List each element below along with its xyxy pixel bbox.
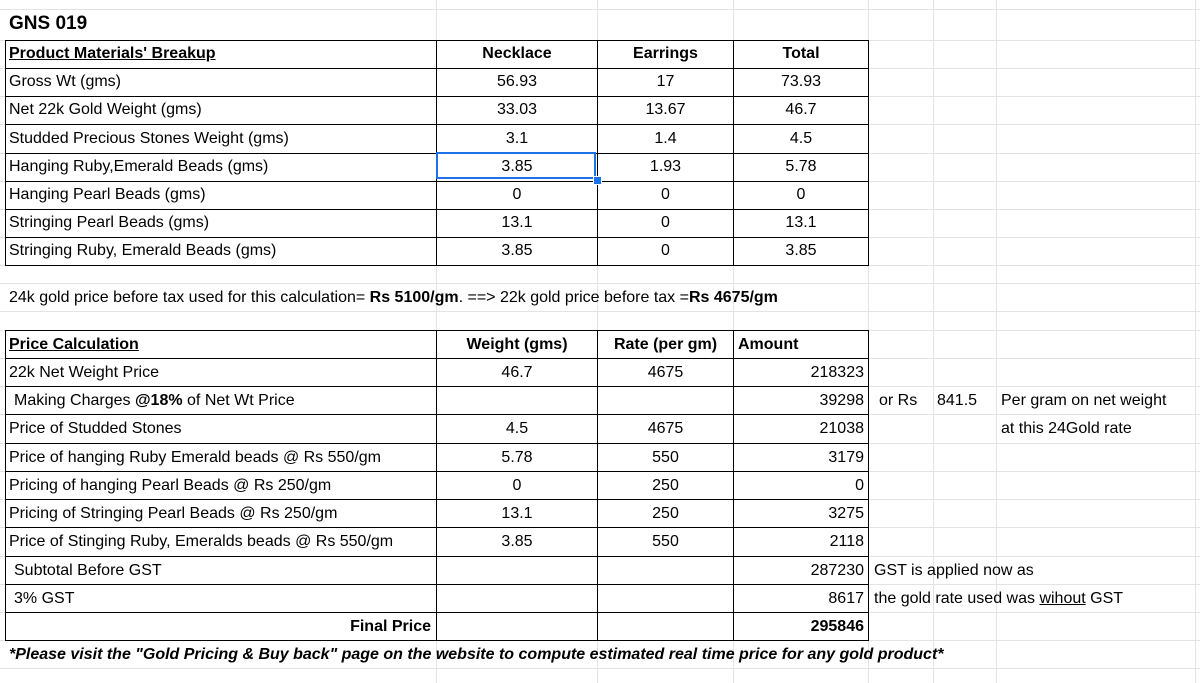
materials-row-label[interactable]: Hanging Pearl Beads (gms) <box>9 186 206 203</box>
gold-price-note[interactable] <box>9 284 889 312</box>
price-weight-value[interactable]: 13.1 <box>501 505 533 522</box>
gold-rate-note[interactable]: at this 24Gold rate <box>1001 420 1132 437</box>
materials-header-earrings[interactable]: Earrings <box>633 45 698 62</box>
making-prefix: Making Charges <box>14 392 135 409</box>
price-weight-value[interactable]: 0 <box>512 477 522 494</box>
making-percent: @18% <box>134 392 183 409</box>
materials-earrings-value[interactable]: 0 <box>661 214 670 231</box>
materials-header-total[interactable]: Total <box>782 45 820 62</box>
materials-row-label[interactable]: Stringing Ruby, Emerald Beads (gms) <box>9 242 277 259</box>
table-border <box>868 330 869 641</box>
materials-total-value[interactable]: 4.5 <box>789 130 813 147</box>
table-border <box>5 265 869 266</box>
gold-price-22k: Rs 4675/gm <box>688 289 778 306</box>
price-rate-value[interactable]: 4675 <box>647 364 684 381</box>
page-title[interactable]: GNS 019 <box>9 13 88 34</box>
price-amount-value[interactable]: 2118 <box>829 533 864 550</box>
materials-earrings-value[interactable]: 1.93 <box>649 158 682 175</box>
materials-total-value[interactable]: 73.93 <box>780 73 822 90</box>
materials-earrings-value[interactable]: 13.67 <box>645 101 686 118</box>
gst-note-line2[interactable] <box>874 585 1194 613</box>
table-border <box>5 330 6 641</box>
price-rate-value[interactable]: 550 <box>652 533 679 550</box>
materials-earrings-value[interactable]: 17 <box>656 73 675 90</box>
materials-row-label[interactable]: Studded Precious Stones Weight (gms) <box>9 130 289 147</box>
per-gram-note[interactable]: Per gram on net weight <box>1001 392 1167 409</box>
table-border <box>868 40 869 266</box>
materials-necklace-value[interactable]: 3.1 <box>505 130 529 147</box>
materials-row-label[interactable]: Stringing Pearl Beads (gms) <box>9 214 210 231</box>
price-weight-value[interactable]: 4.5 <box>505 420 529 437</box>
gst-amount[interactable]: 8617 <box>828 590 864 607</box>
materials-earrings-value[interactable]: 0 <box>661 242 670 259</box>
price-row-label[interactable]: Price of Stinging Ruby, Emeralds beads @ Rs 550/gm <box>9 533 394 550</box>
price-rate-value[interactable]: 4675 <box>647 420 684 437</box>
final-price-label[interactable]: Final Price <box>350 618 431 635</box>
footnote[interactable]: *Please visit the "Gold Pricing & Buy back" page on the website to compute estimated real time price for any gold product* <box>9 646 944 663</box>
price-header-weight[interactable]: Weight (gms) <box>466 336 568 353</box>
price-header-label[interactable]: Price Calculation <box>9 336 139 353</box>
materials-necklace-value[interactable]: 13.1 <box>501 214 533 231</box>
price-weight-value[interactable]: 46.7 <box>501 364 533 381</box>
price-row-label[interactable]: 22k Net Weight Price <box>9 364 159 381</box>
price-amount-value[interactable]: 0 <box>855 477 864 494</box>
gridline <box>1195 0 1196 683</box>
materials-header-necklace[interactable]: Necklace <box>482 45 552 62</box>
price-row-label[interactable]: Price of hanging Ruby Emerald beads @ Rs 550/gm <box>9 449 381 466</box>
gst-label[interactable]: 3% GST <box>14 590 75 607</box>
gst-note-underlined: wihout <box>1039 590 1086 607</box>
or-rs-label[interactable]: or Rs <box>879 392 918 409</box>
materials-row-label[interactable]: Hanging Ruby,Emerald Beads (gms) <box>9 158 269 175</box>
price-header-amount[interactable]: Amount <box>738 336 799 353</box>
gst-note-line1[interactable]: GST is applied now as <box>874 562 1034 579</box>
table-border <box>5 40 6 266</box>
per-gram-value[interactable]: 841.5 <box>937 392 978 409</box>
price-rate-value[interactable]: 550 <box>652 449 679 466</box>
price-rate-value[interactable]: 250 <box>652 505 679 522</box>
gold-price-24k: Rs 5100/gm <box>369 289 459 306</box>
materials-row-label[interactable]: Gross Wt (gms) <box>9 73 121 90</box>
subtotal-label[interactable]: Subtotal Before GST <box>14 562 162 579</box>
materials-total-value[interactable]: 0 <box>796 186 806 203</box>
materials-earrings-value[interactable]: 1.4 <box>654 130 677 147</box>
materials-necklace-value-selected[interactable]: 3.85 <box>501 158 533 175</box>
gst-note-text: the gold rate used was <box>874 590 1040 607</box>
materials-earrings-value[interactable]: 0 <box>661 186 670 203</box>
materials-necklace-value[interactable]: 33.03 <box>496 101 538 118</box>
materials-total-value[interactable]: 46.7 <box>785 101 817 118</box>
final-price-amount[interactable]: 295846 <box>810 618 864 635</box>
materials-total-value[interactable]: 5.78 <box>785 158 817 175</box>
subtotal-amount[interactable]: 287230 <box>810 562 864 579</box>
price-weight-value[interactable]: 3.85 <box>501 533 533 550</box>
making-suffix: of Net Wt Price <box>182 392 295 409</box>
materials-header-label[interactable]: Product Materials' Breakup <box>9 45 216 62</box>
price-row-label[interactable]: Pricing of Stringing Pearl Beads @ Rs 250/gm <box>9 505 338 522</box>
materials-total-value[interactable]: 13.1 <box>785 214 817 231</box>
materials-row-label[interactable]: Net 22k Gold Weight (gms) <box>9 101 202 118</box>
making-amount-value[interactable]: 39298 <box>819 392 864 409</box>
price-row-label[interactable]: Price of Studded Stones <box>9 420 182 437</box>
gridline <box>0 9 1200 10</box>
gold-note-text: 24k gold price before tax used for this calculation= <box>9 289 370 306</box>
materials-necklace-value[interactable]: 3.85 <box>501 242 533 259</box>
materials-necklace-value[interactable]: 56.93 <box>496 73 538 90</box>
price-header-rate[interactable]: Rate (per gm) <box>613 336 718 353</box>
price-row-label[interactable]: Pricing of hanging Pearl Beads @ Rs 250/gm <box>9 477 332 494</box>
materials-total-value[interactable]: 3.85 <box>785 242 817 259</box>
cell-selection-outline <box>436 152 596 179</box>
making-charges-label[interactable] <box>14 387 434 415</box>
price-weight-value[interactable]: 5.78 <box>501 449 533 466</box>
gold-note-arrow-text: . ==> 22k gold price before tax = <box>458 289 689 306</box>
price-amount-value[interactable]: 3179 <box>828 449 864 466</box>
price-amount-value[interactable]: 218323 <box>810 364 864 381</box>
price-amount-value[interactable]: 21038 <box>819 420 864 437</box>
materials-necklace-value[interactable]: 0 <box>512 186 522 203</box>
price-rate-value[interactable]: 250 <box>652 477 679 494</box>
price-amount-value[interactable]: 3275 <box>828 505 864 522</box>
fill-handle[interactable] <box>593 176 602 185</box>
gst-note-end: GST <box>1085 590 1124 607</box>
